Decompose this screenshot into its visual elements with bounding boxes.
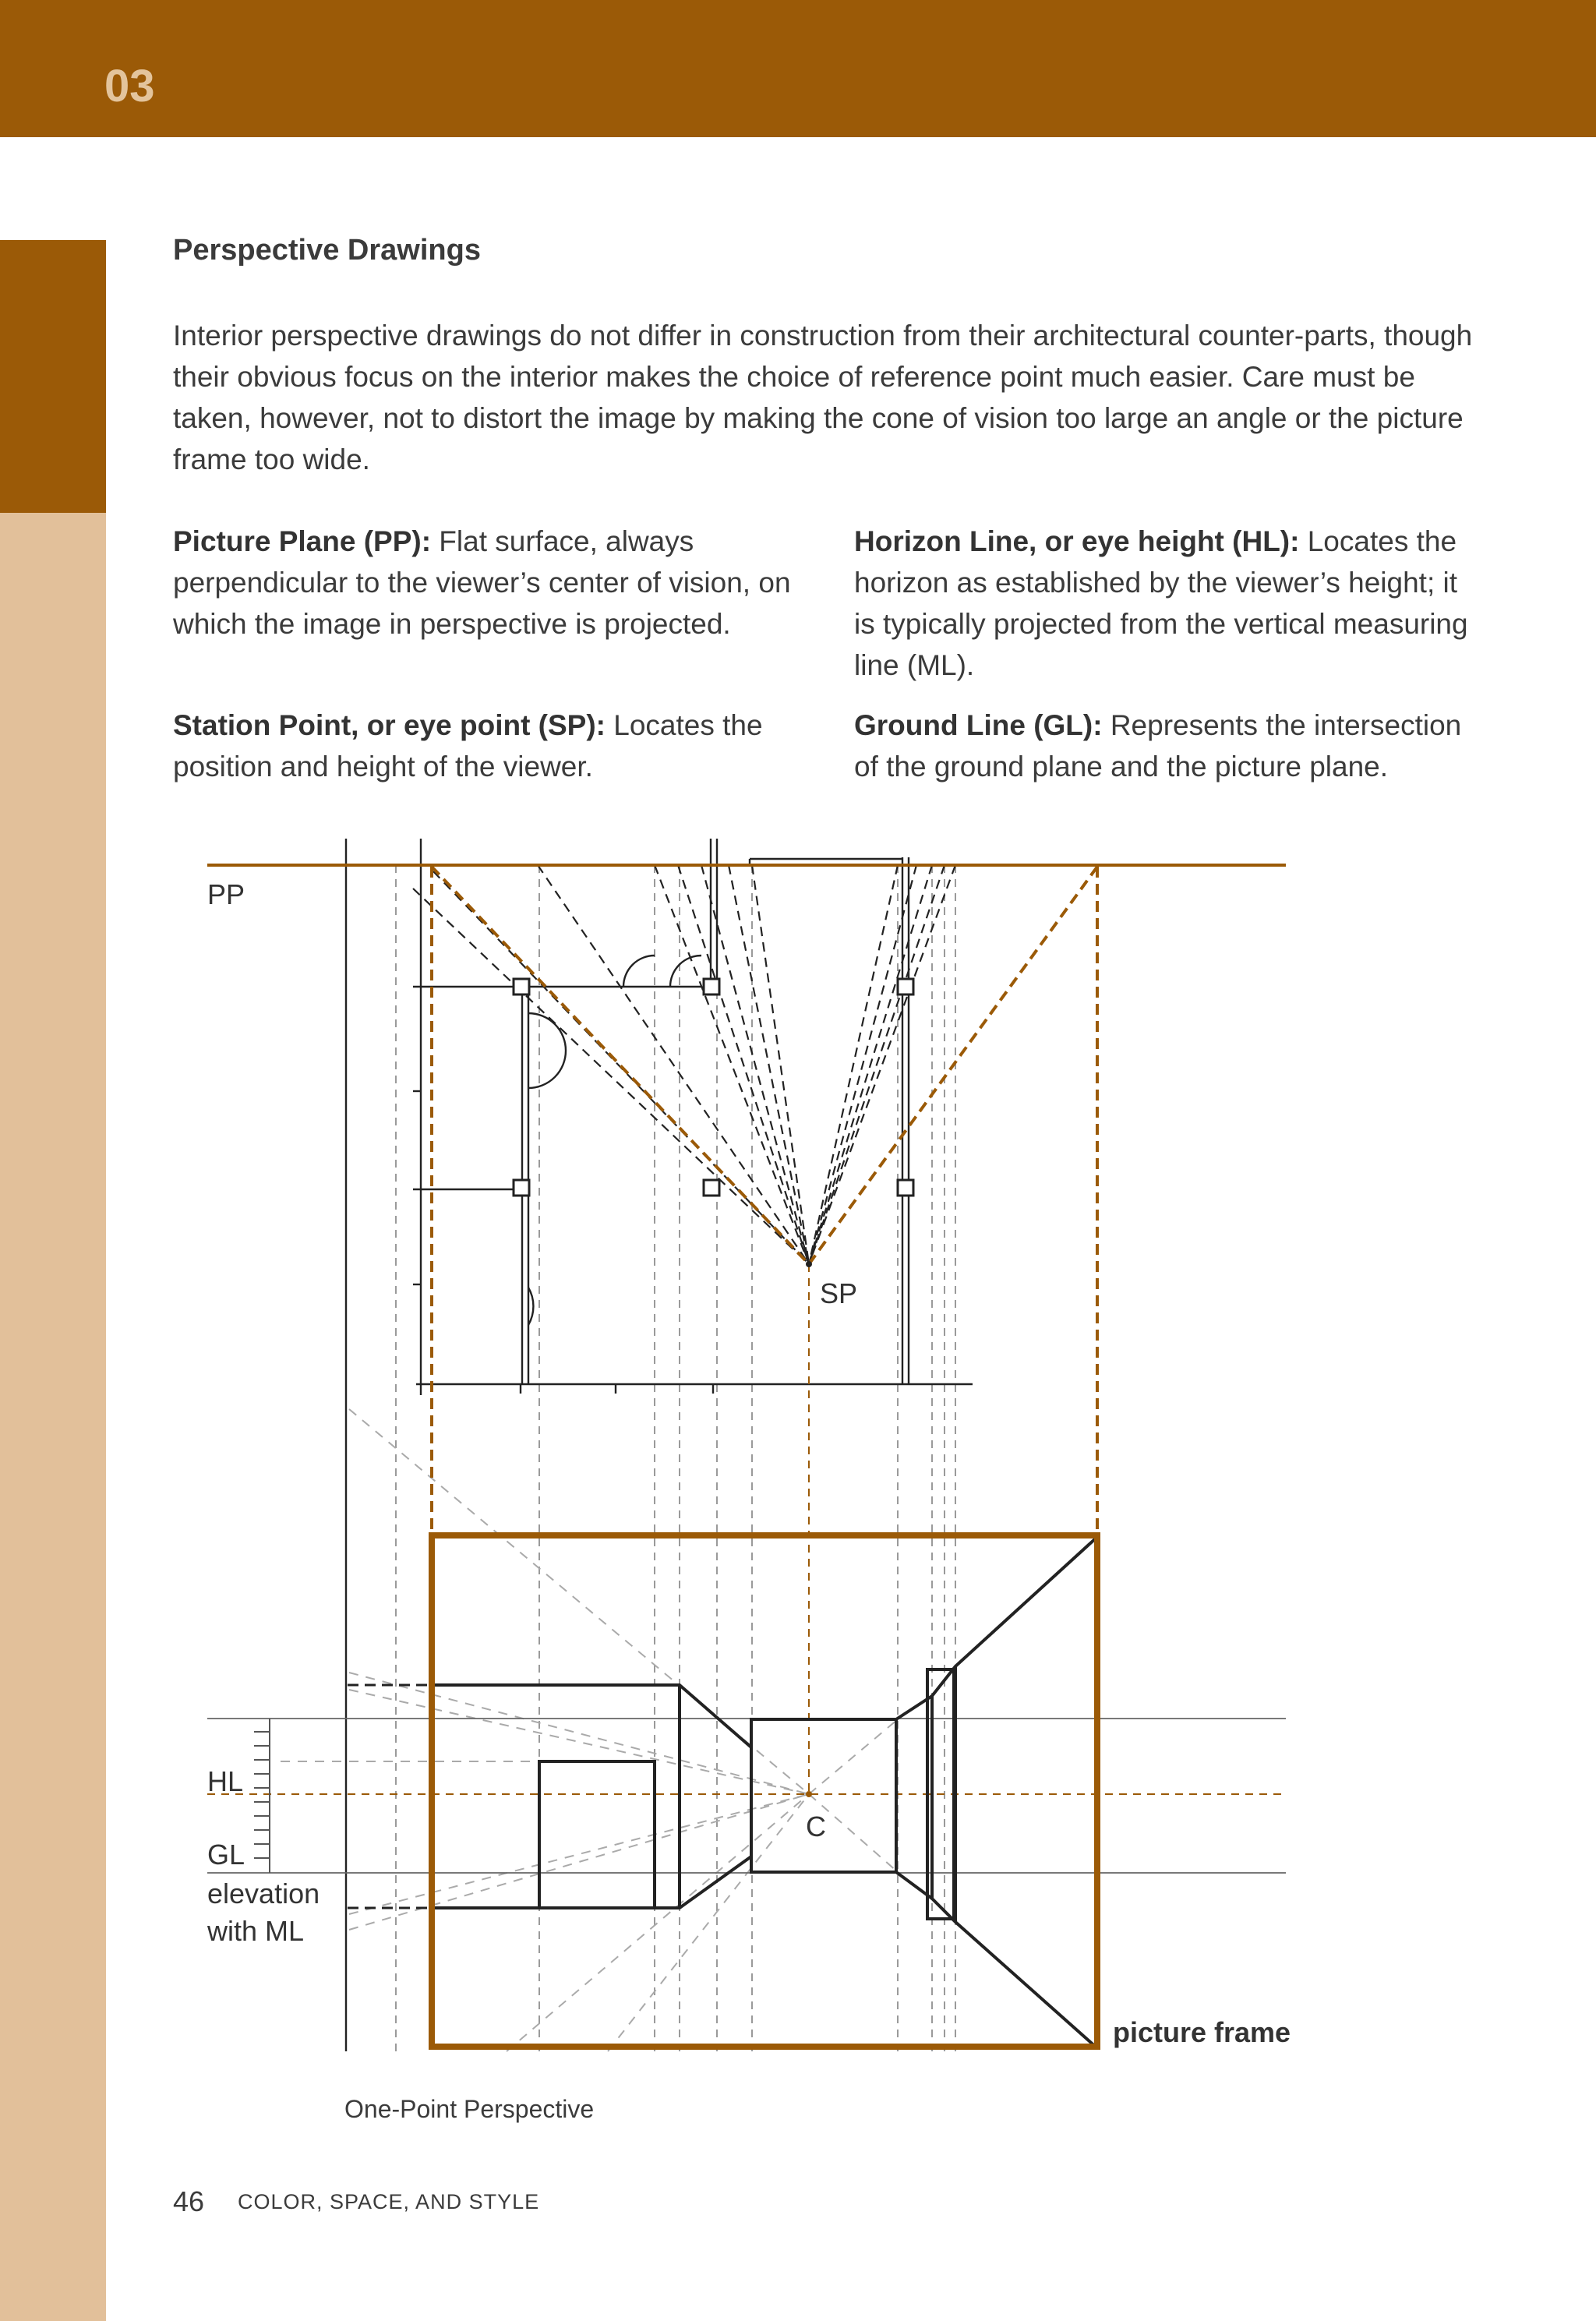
elevation-label: elevation: [207, 1878, 320, 1909]
section-title: Perspective Drawings: [173, 234, 481, 267]
elevation-ml-label: with ML: [207, 1915, 305, 1947]
running-footer-title: COLOR, SPACE, AND STYLE: [238, 2190, 540, 2213]
sp-label: SP: [820, 1277, 858, 1309]
picture-frame-rect: [432, 1535, 1097, 2047]
definition-term: Horizon Line, or eye height (HL):: [854, 525, 1300, 557]
definition-term: Station Point, or eye point (SP):: [173, 709, 606, 741]
gl-label: GL: [207, 1839, 245, 1871]
definition-text: Flat surface, always perpendicular to the viewer’s center of vision, on which the image in perspective is projected.: [173, 525, 791, 640]
page-number: 46: [173, 2185, 205, 2217]
figure-caption: One-Point Perspective: [344, 2095, 595, 2123]
c-label: C: [806, 1811, 826, 1842]
definition-text: Locates the horizon as established by the viewer’s height; it is typically projected from the vertical measuring line (ML).: [854, 525, 1468, 681]
definition-text: Represents the intersection of the ground plane and the picture plane.: [854, 709, 1462, 782]
definition-term: Picture Plane (PP):: [173, 525, 432, 557]
pp-label: PP: [207, 878, 245, 910]
definition-term: Ground Line (GL):: [854, 709, 1103, 741]
definition-text: Locates the position and height of the viewer.: [173, 709, 763, 782]
hl-label: HL: [207, 1765, 244, 1797]
chapter-number: 03: [104, 61, 155, 111]
intro-paragraph: Interior perspective drawings do not differ in construction from their architectural counter-parts, though their obvious focus on the interior makes the choice of reference point much easier. Care must be taken, however, not to distort the image by making the cone of vision too large an angle or the picture frame too wide.: [173, 320, 1473, 475]
picture-frame-label: picture frame: [1113, 2016, 1291, 2048]
